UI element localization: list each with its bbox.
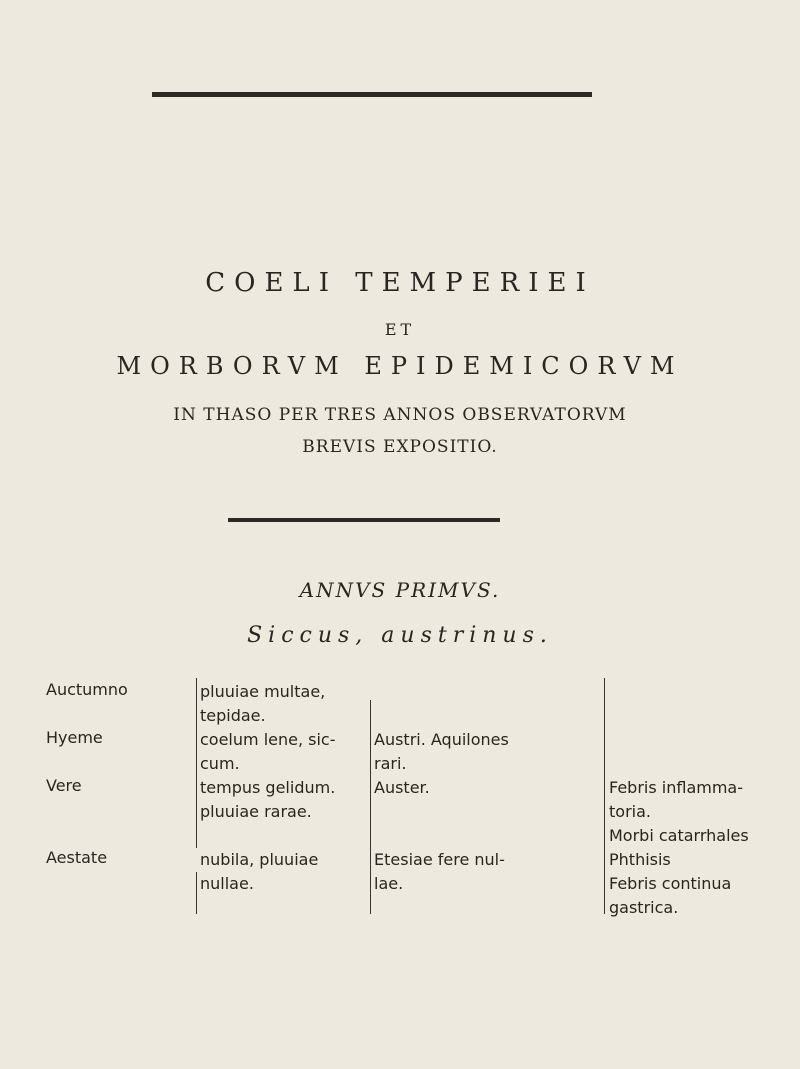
weather-line: tempus gelidum. xyxy=(200,778,336,797)
year-heading: ANNVS PRIMVS. xyxy=(299,578,501,602)
winds-line: Austri. Aquilones xyxy=(374,730,509,749)
disease-line: Morbi catarrhales xyxy=(609,826,749,845)
title-line-2: ET xyxy=(384,320,416,339)
column-divider xyxy=(604,678,605,914)
disease-line: Febris inflamma- xyxy=(609,778,743,797)
disease-line: Febris continua xyxy=(609,874,732,893)
weather-line: nullae. xyxy=(200,874,254,893)
disease-line: Phthisis xyxy=(609,850,671,869)
weather-line: coelum lene, sic- xyxy=(200,730,336,749)
season-label: Vere xyxy=(46,776,82,795)
weather-line: pluuiae rarae. xyxy=(200,802,312,821)
disease-line: gastrica. xyxy=(609,898,679,917)
title-line-1: COELI TEMPERIEI xyxy=(205,268,595,298)
winds-line: rari. xyxy=(374,754,407,773)
title-line-4: IN THASO PER TRES ANNOS OBSERVATORVM xyxy=(173,405,627,425)
winds-line: lae. xyxy=(374,874,404,893)
season-label: Hyeme xyxy=(46,728,103,747)
winds-line: Etesiae fere nul- xyxy=(374,850,505,869)
column-divider xyxy=(196,678,197,848)
column-divider xyxy=(370,700,371,914)
top-rule xyxy=(152,92,592,97)
middle-rule xyxy=(228,518,500,522)
winds-line: Auster. xyxy=(374,778,430,797)
season-label: Auctumno xyxy=(46,680,128,699)
disease-line: toria. xyxy=(609,802,651,821)
weather-line: pluuiae multae, xyxy=(200,682,326,701)
weather-line: cum. xyxy=(200,754,240,773)
weather-line: tepidae. xyxy=(200,706,266,725)
season-label: Aestate xyxy=(46,848,108,867)
title-line-5: BREVIS EXPOSITIO. xyxy=(302,437,498,457)
year-subtitle: Siccus, austrinus. xyxy=(247,623,553,648)
weather-line: nubila, pluuiae xyxy=(200,850,319,869)
title-line-3: MORBORVM EPIDEMICORVM xyxy=(116,352,684,380)
column-divider xyxy=(196,872,197,914)
